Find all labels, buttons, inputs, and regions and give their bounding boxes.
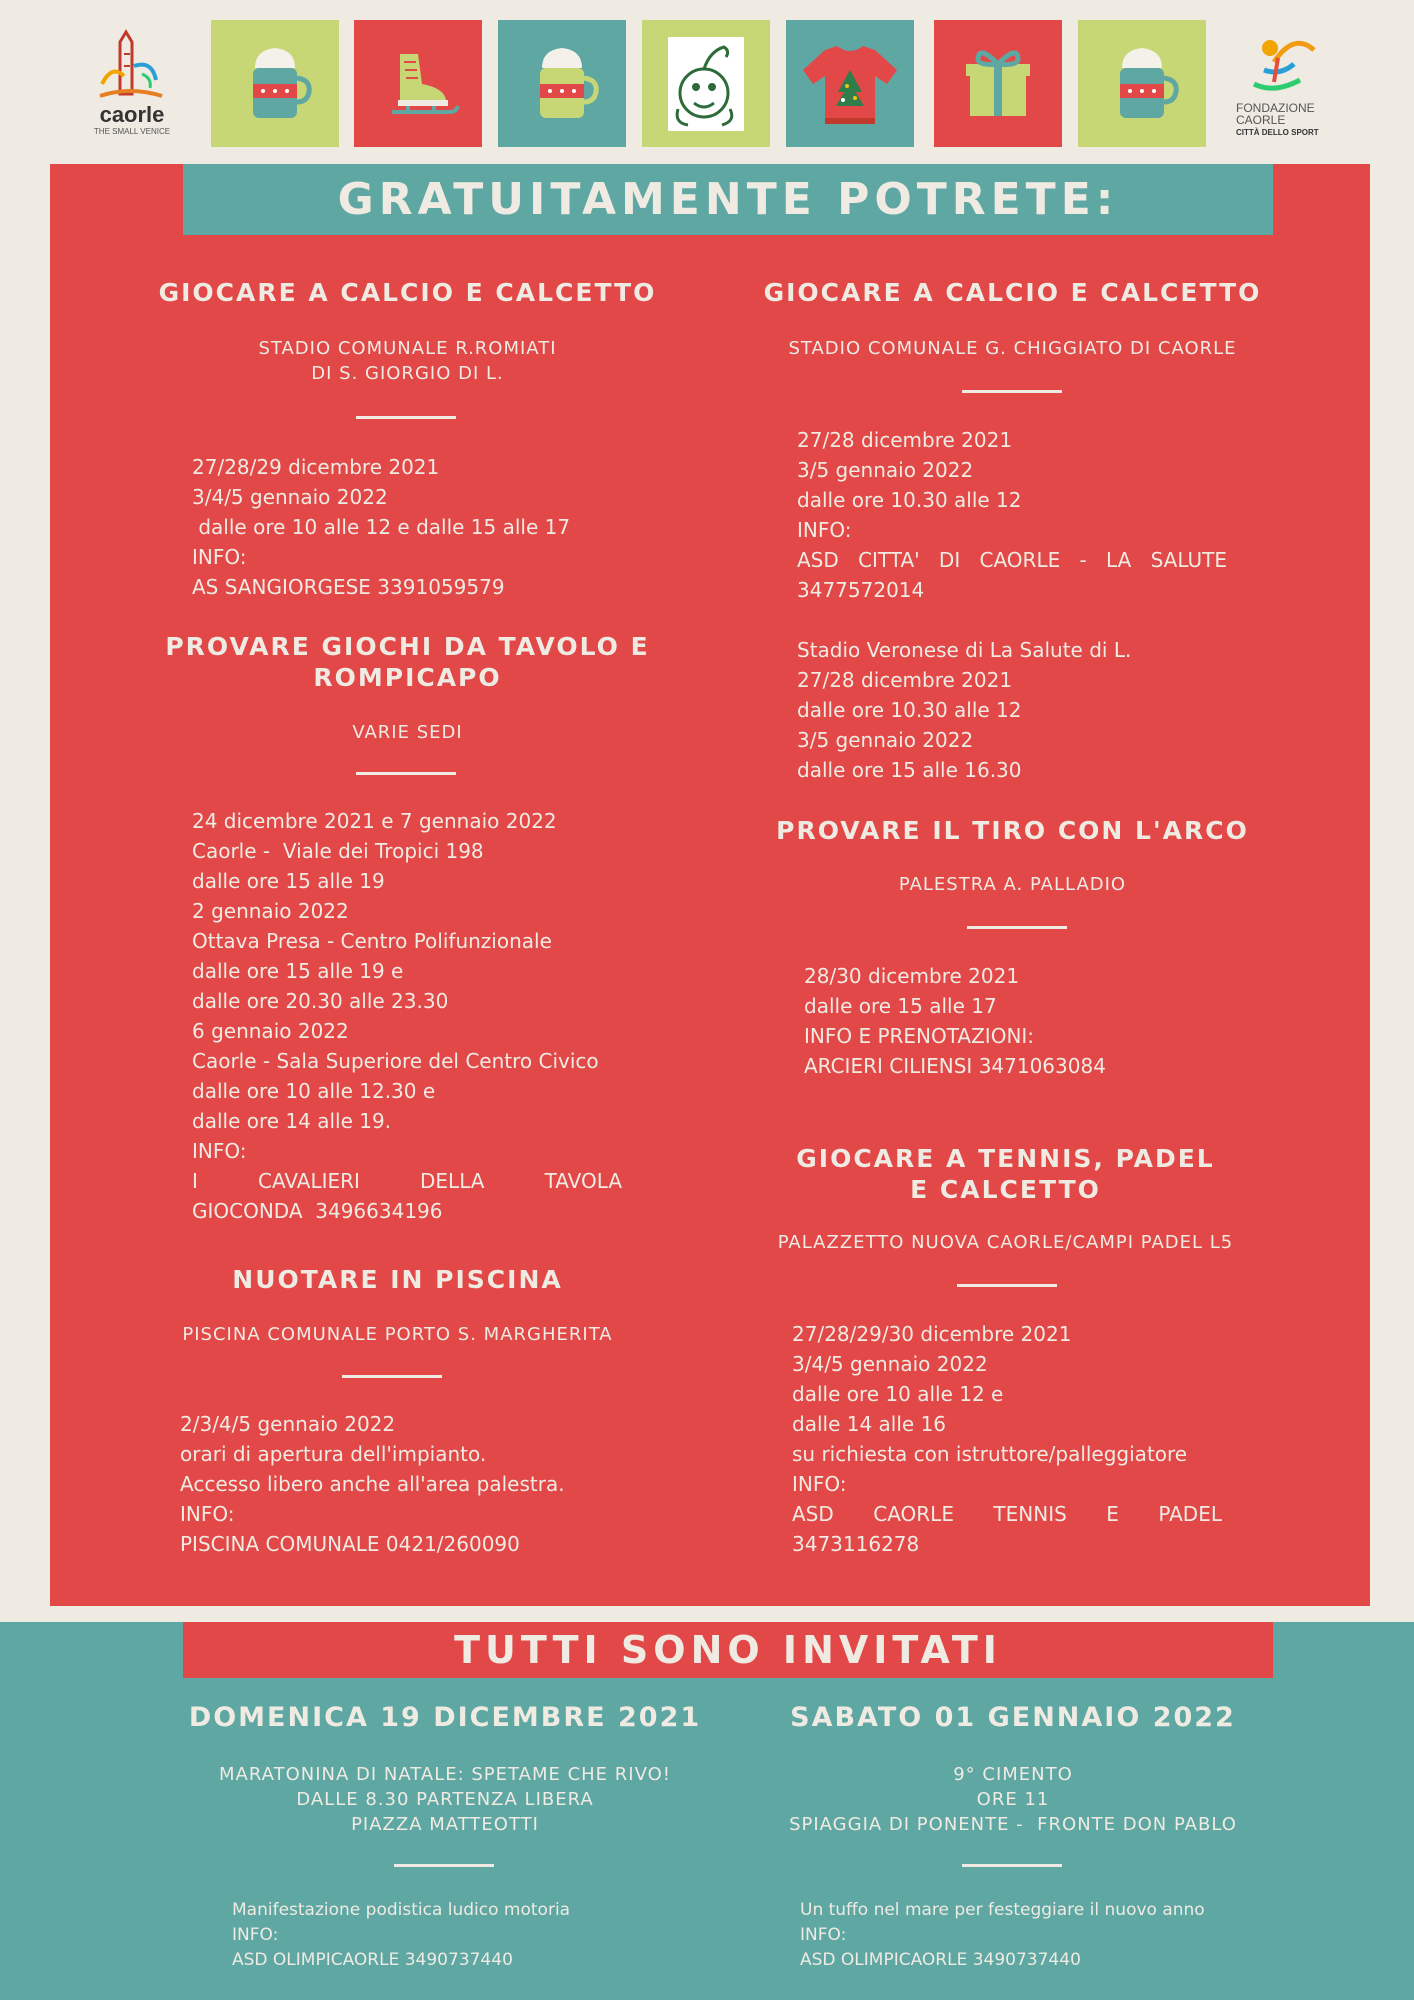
detail-line: 3/5 gennaio 2022 [797,458,974,482]
detail-line: INFO: [180,1502,235,1526]
detail-line: dalle ore 15 alle 19 [192,869,385,893]
left-calcio-venue-line2: DI S. GIORGIO DI L. [311,363,504,384]
detail-line: INFO: [192,1139,247,1163]
right-arco-details [804,961,1106,1081]
spacer [797,605,1227,635]
venue-line: ORE 11 [976,1789,1050,1810]
detail-line: 3/4/5 gennaio 2022 [192,485,388,509]
detail-line: 28/30 dicembre 2021 [804,964,1020,988]
venue-line: SPIAGGIA DI PONENTE - FRONTE DON PABLO [789,1814,1237,1835]
right-arco-heading: PROVARE IL TIRO CON L'ARCO [776,816,1249,845]
caorle-logo-mark [72,24,192,144]
divider [356,772,456,775]
detail-line: 3477572014 [797,578,925,602]
detail-line: dalle ore 15 alle 17 [804,994,997,1018]
ice-skate-tile [354,20,482,147]
detail-line: 3/5 gennaio 2022 [797,728,974,752]
fondazione-logo-mark [1224,22,1344,146]
divider [957,1284,1057,1287]
detail-line: ASD CITTA' DI CAORLE - LA SALUTE [797,548,1227,572]
ice-skate-icon [368,34,468,134]
hot-chocolate-tile [498,20,626,147]
sketch-picture-tile [642,20,770,147]
detail-line: Caorle - Sala Superiore del Centro Civico [192,1049,599,1073]
detail-line: INFO: [797,518,852,542]
detail-line: dalle ore 15 alle 19 e [192,959,404,983]
hot-chocolate-tile [211,20,339,147]
detail-line: dalle ore 10 alle 12.30 e [192,1079,436,1103]
left-piscina-venue: PISCINA COMUNALE PORTO S. MARGHERITA [182,1324,613,1345]
right-tennis-heading-line1: GIOCARE A TENNIS, PADEL [796,1144,1215,1173]
caorle-logo [68,20,196,147]
detail-line: INFO: [792,1472,847,1496]
detail-line: 6 gennaio 2022 [192,1019,349,1043]
christmas-sweater-tile [786,20,914,147]
hot-chocolate-icon [225,34,325,134]
divider [962,1864,1062,1867]
gift-icon [948,34,1048,134]
hot-chocolate-tile [1078,20,1206,147]
detail-line: Un tuffo nel mare per festeggiare il nuovo anno [800,1900,1205,1920]
detail-line: 3/4/5 gennaio 2022 [792,1352,988,1376]
detail-line: dalle ore 20.30 alle 23.30 [192,989,449,1013]
left-giochi-heading [130,631,685,693]
divider [394,1864,494,1867]
divider [967,926,1067,929]
right-calcio-venue: STADIO COMUNALE G. CHIGGIATO DI CAORLE [788,338,1237,359]
right-calcio-details [797,425,1227,785]
fondazione-caorle-logo [1220,20,1348,147]
detail-line: PISCINA COMUNALE 0421/260090 [180,1532,520,1556]
event-left-venue [165,1762,725,1837]
detail-line: ASD OLIMPICAORLE 3490737440 [800,1950,1081,1970]
caorle-logo-tagline: THE SMALL VENICE [93,126,171,136]
divider [356,416,456,419]
hot-chocolate-icon [1092,34,1192,134]
divider [962,390,1062,393]
detail-line: ASD CAORLE TENNIS E PADEL [792,1502,1222,1526]
detail-line: 3473116278 [792,1532,920,1556]
detail-line: 27/28 dicembre 2021 [797,428,1013,452]
detail-line: 2/3/4/5 gennaio 2022 [180,1412,396,1436]
detail-line: dalle ore 14 alle 19. [192,1109,392,1133]
detail-line: ASD OLIMPICAORLE 3490737440 [232,1950,513,1970]
detail-line: 24 dicembre 2021 e 7 gennaio 2022 [192,809,557,833]
detail-line: Caorle - Viale dei Tropici 198 [192,839,484,863]
left-giochi-venue: VARIE SEDI [352,722,463,743]
detail-line: dalle ore 10.30 alle 12 [797,488,1022,512]
left-calcio-heading: GIOCARE A CALCIO E CALCETTO [158,278,657,307]
caorle-logo-name: caorle [99,101,165,127]
detail-line: dalle ore 10 alle 12 e dalle 15 alle 17 [192,515,571,539]
detail-line: Stadio Veronese di La Salute di L. [797,638,1132,662]
hot-chocolate-icon [512,34,612,134]
gift-tile [934,20,1062,147]
detail-line: 2 gennaio 2022 [192,899,349,923]
detail-line: INFO: [192,545,247,569]
detail-line: dalle ore 10.30 alle 12 [797,698,1022,722]
detail-line: su richiesta con istruttore/palleggiatore [792,1442,1188,1466]
left-calcio-details [192,452,570,602]
christmas-sweater-icon [795,34,905,134]
detail-line: AS SANGIORGESE 3391059579 [192,575,505,599]
venue-line: 9° CIMENTO [953,1764,1073,1785]
detail-line: INFO: [800,1925,847,1945]
event-right-venue [733,1762,1293,1837]
detail-line: Manifestazione podistica ludico motoria [232,1900,571,1920]
event-right-details [800,1898,1205,1973]
detail-line: INFO: [232,1925,279,1945]
detail-line: dalle 14 alle 16 [792,1412,947,1436]
divider [342,1375,442,1378]
event-left-details [232,1898,570,1973]
event-right-heading: SABATO 01 GENNAIO 2022 [790,1702,1236,1733]
left-calcio-venue [130,336,685,386]
left-piscina-heading: NUOTARE IN PISCINA [232,1265,563,1294]
left-giochi-heading-line1: PROVARE GIOCHI DA TAVOLO E [165,632,650,661]
detail-line: orari di apertura dell'impianto. [180,1442,487,1466]
left-giochi-details [192,806,622,1226]
left-giochi-heading-line2: ROMPICAPO [313,663,502,692]
right-tennis-heading [728,1143,1283,1205]
fondazione-logo-line2: CAORLE [1236,112,1286,127]
venue-line: DALLE 8.30 PARTENZA LIBERA [296,1789,594,1810]
right-tennis-details [792,1319,1222,1559]
detail-line: 27/28/29 dicembre 2021 [192,455,440,479]
left-calcio-venue-line1: STADIO COMUNALE R.ROMIATI [258,338,557,359]
right-tennis-venue: PALAZZETTO NUOVA CAORLE/CAMPI PADEL L5 [777,1232,1234,1253]
right-arco-venue: PALESTRA A. PALLADIO [898,874,1127,895]
detail-line: dalle ore 10 alle 12 e [792,1382,1004,1406]
right-calcio-heading: GIOCARE A CALCIO E CALCETTO [763,278,1262,307]
right-tennis-heading-line2: E CALCETTO [910,1175,1101,1204]
detail-line: dalle ore 15 alle 16.30 [797,758,1022,782]
detail-line: ARCIERI CILIENSI 3471063084 [804,1054,1106,1078]
detail-line: 27/28/29/30 dicembre 2021 [792,1322,1072,1346]
detail-line: GIOCONDA 3496634196 [192,1199,443,1223]
left-piscina-details [180,1409,565,1559]
detail-line: INFO E PRENOTAZIONI: [804,1024,1035,1048]
event-left-heading: DOMENICA 19 DICEMBRE 2021 [188,1702,702,1733]
events-title: TUTTI SONO INVITATI [183,1622,1273,1678]
detail-line: 27/28 dicembre 2021 [797,668,1013,692]
detail-line: Ottava Presa - Centro Polifunzionale [192,929,552,953]
venue-line: PIAZZA MATTEOTTI [351,1814,539,1835]
sketch-picture-icon [656,29,756,139]
detail-line: I CAVALIERI DELLA TAVOLA [192,1169,622,1193]
fondazione-logo-line3: CITTÀ DELLO SPORT [1236,127,1319,137]
fondazione-logo-line1: FONDAZIONE [1236,100,1315,115]
detail-line: Accesso libero anche all'area palestra. [180,1472,565,1496]
venue-line: MARATONINA DI NATALE: SPETAME CHE RIVO! [219,1764,671,1785]
main-title: GRATUITAMENTE POTRETE: [183,164,1273,235]
